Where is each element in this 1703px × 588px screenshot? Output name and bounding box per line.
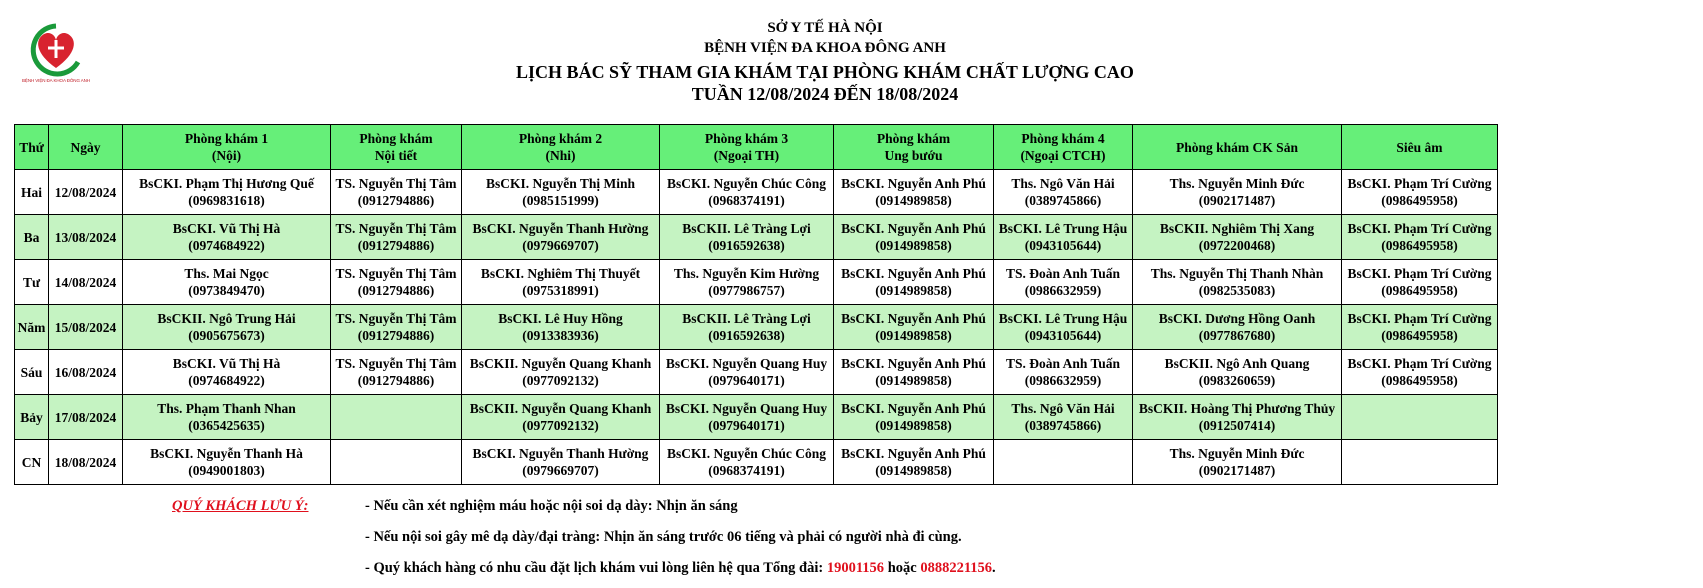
- doctor-cell: [1133, 215, 1342, 260]
- doctor-phone: (0986495958): [1381, 283, 1458, 298]
- schedule-table: [14, 124, 1498, 485]
- column-header-label: Phòng khám 3: [704, 131, 789, 146]
- doctor-name: BsCKI. Nguyễn Anh Phú: [841, 446, 986, 461]
- doctor-cell: [994, 440, 1133, 485]
- doctor-cell: [123, 170, 331, 215]
- doctor-name: Ths. Nguyễn Minh Đức: [1169, 176, 1305, 191]
- doctor-cell: [123, 260, 331, 305]
- doctor-name: BsCKI. Nguyễn Chúc Công: [666, 176, 827, 191]
- doctor-phone: (0943105644): [1024, 238, 1102, 253]
- doctor-name: TS. Nguyễn Thị Tâm: [335, 176, 457, 191]
- doctor-cell: [331, 305, 462, 350]
- doctor-cell: [994, 170, 1133, 215]
- doctor-phone: (0977092132): [522, 373, 599, 388]
- doctor-cell: [123, 350, 331, 395]
- hotline-number: 19001156: [826, 560, 885, 576]
- doctor-phone: (0974684922): [188, 373, 265, 388]
- doctor-phone: (0986632959): [1024, 373, 1102, 388]
- column-header: [994, 125, 1133, 170]
- table-row: [15, 260, 1498, 305]
- doctor-phone: (0983260659): [1198, 373, 1276, 388]
- doctor-name: Ths. Ngô Văn Hải: [1011, 176, 1115, 191]
- doctor-name: BsCKI. Phạm Trí Cường: [1347, 311, 1492, 326]
- doctor-cell: [1342, 260, 1498, 305]
- column-header-label: Phòng khám 2: [518, 131, 603, 146]
- doctor-cell: [660, 170, 834, 215]
- doctor-name: BsCKI. Nguyễn Anh Phú: [841, 176, 986, 191]
- doctor-cell: [660, 440, 834, 485]
- column-header-label: Phòng khám 1: [184, 131, 269, 146]
- doctor-phone: (0912507414): [1198, 418, 1276, 433]
- doctor-name: BsCKI. Phạm Trí Cường: [1347, 266, 1492, 281]
- day-cell: Tư: [15, 260, 49, 305]
- column-header: [834, 125, 994, 170]
- doctor-phone: (0973849470): [188, 283, 265, 298]
- doctor-cell: [462, 215, 660, 260]
- doctor-cell: [1342, 350, 1498, 395]
- doctor-phone: (0914989858): [875, 373, 952, 388]
- doctor-cell: [462, 440, 660, 485]
- doctor-cell: [462, 395, 660, 440]
- doctor-name: BsCKI. Lê Trung Hậu: [998, 221, 1128, 236]
- doctor-name: BsCKI. Phạm Trí Cường: [1347, 176, 1492, 191]
- page-title: LỊCH BÁC SỸ THAM GIA KHÁM TẠI PHÒNG KHÁM CHẤT LƯỢNG CAO: [516, 62, 1134, 82]
- doctor-phone: (0902171487): [1198, 193, 1276, 208]
- doctor-phone: (0912794886): [357, 373, 435, 388]
- date-cell: 18/08/2024: [49, 440, 123, 485]
- doctor-name: TS. Đoàn Anh Tuấn: [1005, 356, 1121, 371]
- doctor-phone: (0977986757): [708, 283, 785, 298]
- column-header-label: Siêu âm: [1396, 139, 1443, 155]
- doctor-phone: (0986495958): [1381, 328, 1458, 343]
- table-row: [15, 170, 1498, 215]
- column-header: [123, 125, 331, 170]
- doctor-name: BsCKI. Nguyễn Anh Phú: [841, 266, 986, 281]
- doctor-cell: [1342, 215, 1498, 260]
- doctor-cell: [660, 215, 834, 260]
- doctor-name: BsCKI. Phạm Trí Cường: [1347, 356, 1492, 371]
- date-cell: 15/08/2024: [49, 305, 123, 350]
- column-header-sublabel: (Ngoại CTCH): [1020, 148, 1106, 163]
- doctor-name: Ths. Phạm Thanh Nhan: [157, 401, 296, 416]
- doctor-name: TS. Nguyễn Thị Tâm: [335, 221, 457, 236]
- doctor-phone: (0916592638): [708, 238, 785, 253]
- doctor-cell: [123, 215, 331, 260]
- doctor-phone: (0912794886): [357, 193, 435, 208]
- doctor-name: Ths. Nguyễn Thị Thanh Nhàn: [1150, 266, 1324, 281]
- doctor-cell: [1342, 440, 1498, 485]
- doctor-phone: (0913383936): [522, 328, 599, 343]
- doctor-phone: (0979669707): [522, 463, 599, 478]
- hospital-name: BỆNH VIỆN ĐA KHOA ĐÔNG ANH: [704, 40, 946, 56]
- column-header-sublabel: Ung bướu: [884, 148, 943, 163]
- column-header-sublabel: (Ngoại TH): [713, 148, 780, 163]
- table-row: [15, 350, 1498, 395]
- doctor-name: BsCKI. Nghiêm Thị Thuyết: [480, 266, 641, 281]
- day-cell: Hai: [15, 170, 49, 215]
- table-row: [15, 215, 1498, 260]
- column-header-sublabel: (Nhi): [545, 148, 576, 163]
- doctor-phone: (0914989858): [875, 328, 952, 343]
- doctor-name: BsCKII. Lê Tràng Lợi: [682, 311, 811, 326]
- doctor-name: BsCKI. Nguyễn Thị Minh: [485, 176, 636, 191]
- doctor-cell: [331, 170, 462, 215]
- doctor-name: BsCKI. Vũ Thị Hà: [172, 221, 281, 236]
- doctor-cell: [462, 170, 660, 215]
- doctor-phone: (0916592638): [708, 328, 785, 343]
- doctor-name: TS. Nguyễn Thị Tâm: [335, 356, 457, 371]
- doctor-phone: (0968374191): [708, 193, 785, 208]
- column-header-sublabel: (Nội): [211, 148, 242, 163]
- doctor-name: Ths. Ngô Văn Hải: [1011, 401, 1115, 416]
- doctor-cell: [834, 215, 994, 260]
- doctor-cell: [331, 395, 462, 440]
- doctor-name: BsCKI. Dương Hồng Oanh: [1158, 311, 1316, 326]
- doctor-cell: [331, 260, 462, 305]
- doctor-cell: [660, 350, 834, 395]
- date-cell: 16/08/2024: [49, 350, 123, 395]
- doctor-name: BsCKI. Nguyễn Chúc Công: [666, 446, 827, 461]
- doctor-phone: (0974684922): [188, 238, 265, 253]
- note-contact-or: hoặc: [884, 560, 921, 576]
- doctor-cell: [123, 440, 331, 485]
- doctor-phone: (0943105644): [1024, 328, 1102, 343]
- doctor-cell: [1133, 305, 1342, 350]
- table-row: [15, 305, 1498, 350]
- doctor-cell: [994, 215, 1133, 260]
- notes-label: QUÝ KHÁCH LƯU Ý:: [172, 498, 309, 514]
- doctor-cell: [994, 350, 1133, 395]
- column-header: [331, 125, 462, 170]
- doctor-name: BsCKI. Vũ Thị Hà: [172, 356, 281, 371]
- doctor-cell: [331, 215, 462, 260]
- day-cell: Sáu: [15, 350, 49, 395]
- day-cell: Ba: [15, 215, 49, 260]
- doctor-cell: [462, 350, 660, 395]
- doctor-cell: [834, 350, 994, 395]
- doctor-cell: [834, 305, 994, 350]
- doctor-name: BsCKI. Phạm Thị Hương Quế: [139, 176, 314, 191]
- doctor-phone: (0912794886): [357, 283, 435, 298]
- doctor-cell: [1133, 440, 1342, 485]
- doctor-phone: (0949001803): [188, 463, 265, 478]
- hotline-number: 0888221156: [920, 560, 993, 576]
- doctor-cell: [834, 260, 994, 305]
- column-header: [1342, 125, 1498, 170]
- doctor-cell: [834, 170, 994, 215]
- doctor-phone: (0968374191): [708, 463, 785, 478]
- doctor-cell: [331, 440, 462, 485]
- doctor-name: BsCKI. Nguyễn Thanh Hà: [150, 446, 303, 461]
- column-header: [49, 125, 123, 170]
- doctor-phone: (0986495958): [1381, 238, 1458, 253]
- doctor-name: BsCKI. Nguyễn Quang Huy: [665, 401, 828, 416]
- doctor-name: TS. Nguyễn Thị Tâm: [335, 311, 457, 326]
- doctor-name: BsCKI. Phạm Trí Cường: [1347, 221, 1492, 236]
- doctor-cell: [660, 395, 834, 440]
- doctor-cell: [462, 305, 660, 350]
- doctor-name: BsCKI. Nguyễn Anh Phú: [841, 401, 986, 416]
- doctor-phone: (0912794886): [357, 328, 435, 343]
- doctor-phone: (0986495958): [1381, 193, 1458, 208]
- doctor-cell: [123, 305, 331, 350]
- doctor-name: Ths. Mai Ngọc: [184, 266, 269, 281]
- doctor-name: BsCKII. Hoàng Thị Phương Thủy: [1138, 401, 1336, 416]
- doctor-phone: (0914989858): [875, 463, 952, 478]
- doctor-phone: (0986632959): [1024, 283, 1102, 298]
- note-line-contact: [365, 560, 996, 577]
- doctor-name: Ths. Nguyễn Kim Hường: [673, 266, 820, 281]
- table-header-row: [15, 125, 1498, 170]
- doctor-phone: (0914989858): [875, 238, 952, 253]
- doctor-phone: (0912794886): [357, 238, 435, 253]
- doctor-name: BsCKII. Nghiêm Thị Xang: [1159, 221, 1315, 236]
- doctor-name: TS. Nguyễn Thị Tâm: [335, 266, 457, 281]
- doctor-name: BsCKI. Nguyễn Anh Phú: [841, 356, 986, 371]
- doctor-phone: (0979669707): [522, 238, 599, 253]
- doctor-cell: [1342, 395, 1498, 440]
- column-header-label: Thứ: [19, 139, 44, 155]
- doctor-phone: (0902171487): [1198, 463, 1276, 478]
- date-cell: 13/08/2024: [49, 215, 123, 260]
- note-line: - Nếu cần xét nghiệm máu hoặc nội soi dạ dày: Nhịn ăn sáng: [365, 498, 738, 514]
- note-contact-text: - Quý khách hàng có nhu cầu đặt lịch khám vui lòng liên hệ qua Tổng đài:: [365, 560, 827, 576]
- logo-caption: BỆNH VIỆN ĐA KHOA ĐÔNG ANH: [22, 78, 90, 83]
- department-name: SỞ Y TẾ HÀ NỘI: [767, 20, 883, 36]
- doctor-cell: [994, 395, 1133, 440]
- doctor-name: BsCKI. Nguyễn Quang Huy: [665, 356, 828, 371]
- doctor-cell: [1133, 395, 1342, 440]
- column-header: [660, 125, 834, 170]
- doctor-name: BsCKI. Nguyễn Anh Phú: [841, 221, 986, 236]
- doctor-cell: [1342, 305, 1498, 350]
- doctor-name: BsCKI. Nguyễn Anh Phú: [841, 311, 986, 326]
- note-contact-end: .: [992, 560, 996, 576]
- doctor-cell: [1342, 170, 1498, 215]
- column-header: [462, 125, 660, 170]
- date-cell: 12/08/2024: [49, 170, 123, 215]
- week-range: TUẦN 12/08/2024 ĐẾN 18/08/2024: [691, 84, 959, 104]
- note-line: - Nếu nội soi gây mê dạ dày/đại tràng: Nhịn ăn sáng trước 06 tiếng và phải có người nhà đi cùng.: [365, 529, 962, 545]
- doctor-phone: (0977867680): [1198, 328, 1276, 343]
- doctor-cell: [331, 350, 462, 395]
- doctor-cell: [660, 260, 834, 305]
- doctor-phone: (0985151999): [522, 193, 599, 208]
- doctor-name: BsCKI. Lê Huy Hồng: [498, 311, 623, 326]
- day-cell: Năm: [15, 305, 49, 350]
- doctor-phone: (0389745866): [1024, 193, 1102, 208]
- doctor-cell: [994, 260, 1133, 305]
- doctor-phone: (0969831618): [188, 193, 265, 208]
- doctor-phone: (0914989858): [875, 418, 952, 433]
- doctor-cell: [834, 395, 994, 440]
- doctor-name: Ths. Nguyễn Minh Đức: [1169, 446, 1305, 461]
- column-header-label: Phòng khám CK Sản: [1176, 139, 1298, 155]
- doctor-phone: (0975318991): [522, 283, 599, 298]
- doctor-phone: (0972200468): [1198, 238, 1276, 253]
- column-header-label: Phòng khám: [359, 131, 433, 146]
- doctor-name: BsCKII. Nguyễn Quang Khanh: [469, 401, 652, 416]
- column-header: [1133, 125, 1342, 170]
- doctor-name: BsCKII. Nguyễn Quang Khanh: [469, 356, 652, 371]
- page-header: [0, 18, 1650, 105]
- column-header-sublabel: Nội tiết: [374, 148, 418, 163]
- doctor-cell: [1133, 260, 1342, 305]
- doctor-name: BsCKII. Ngô Anh Quang: [1164, 356, 1310, 371]
- doctor-cell: [834, 440, 994, 485]
- date-cell: 14/08/2024: [49, 260, 123, 305]
- doctor-cell: [462, 260, 660, 305]
- doctor-phone: (0914989858): [875, 283, 952, 298]
- date-cell: 17/08/2024: [49, 395, 123, 440]
- doctor-name: BsCKI. Nguyễn Thanh Hường: [472, 221, 649, 236]
- column-header-label: Ngày: [70, 139, 101, 155]
- doctor-name: BsCKI. Nguyễn Thanh Hường: [472, 446, 649, 461]
- doctor-phone: (0389745866): [1024, 418, 1102, 433]
- column-header: [15, 125, 49, 170]
- doctor-phone: (0905675673): [188, 328, 265, 343]
- doctor-phone: (0979640171): [708, 373, 785, 388]
- doctor-name: BsCKII. Ngô Trung Hải: [157, 311, 296, 326]
- doctor-name: BsCKI. Lê Trung Hậu: [998, 311, 1128, 326]
- doctor-cell: [660, 305, 834, 350]
- table-row: [15, 440, 1498, 485]
- doctor-phone: (0982535083): [1198, 283, 1276, 298]
- column-header-label: Phòng khám: [876, 131, 951, 146]
- table-row: [15, 395, 1498, 440]
- doctor-phone: (0914989858): [875, 193, 952, 208]
- doctor-cell: [1133, 350, 1342, 395]
- doctor-phone: (0979640171): [708, 418, 785, 433]
- doctor-cell: [994, 305, 1133, 350]
- doctor-name: TS. Đoàn Anh Tuấn: [1005, 266, 1121, 281]
- doctor-name: BsCKII. Lê Tràng Lợi: [682, 221, 811, 236]
- day-cell: CN: [15, 440, 49, 485]
- doctor-phone: (0986495958): [1381, 373, 1458, 388]
- column-header-label: Phòng khám 4: [1021, 131, 1105, 146]
- doctor-phone: (0977092132): [522, 418, 599, 433]
- doctor-cell: [123, 395, 331, 440]
- doctor-cell: [1133, 170, 1342, 215]
- doctor-phone: (0365425635): [188, 418, 265, 433]
- day-cell: Bảy: [15, 395, 49, 440]
